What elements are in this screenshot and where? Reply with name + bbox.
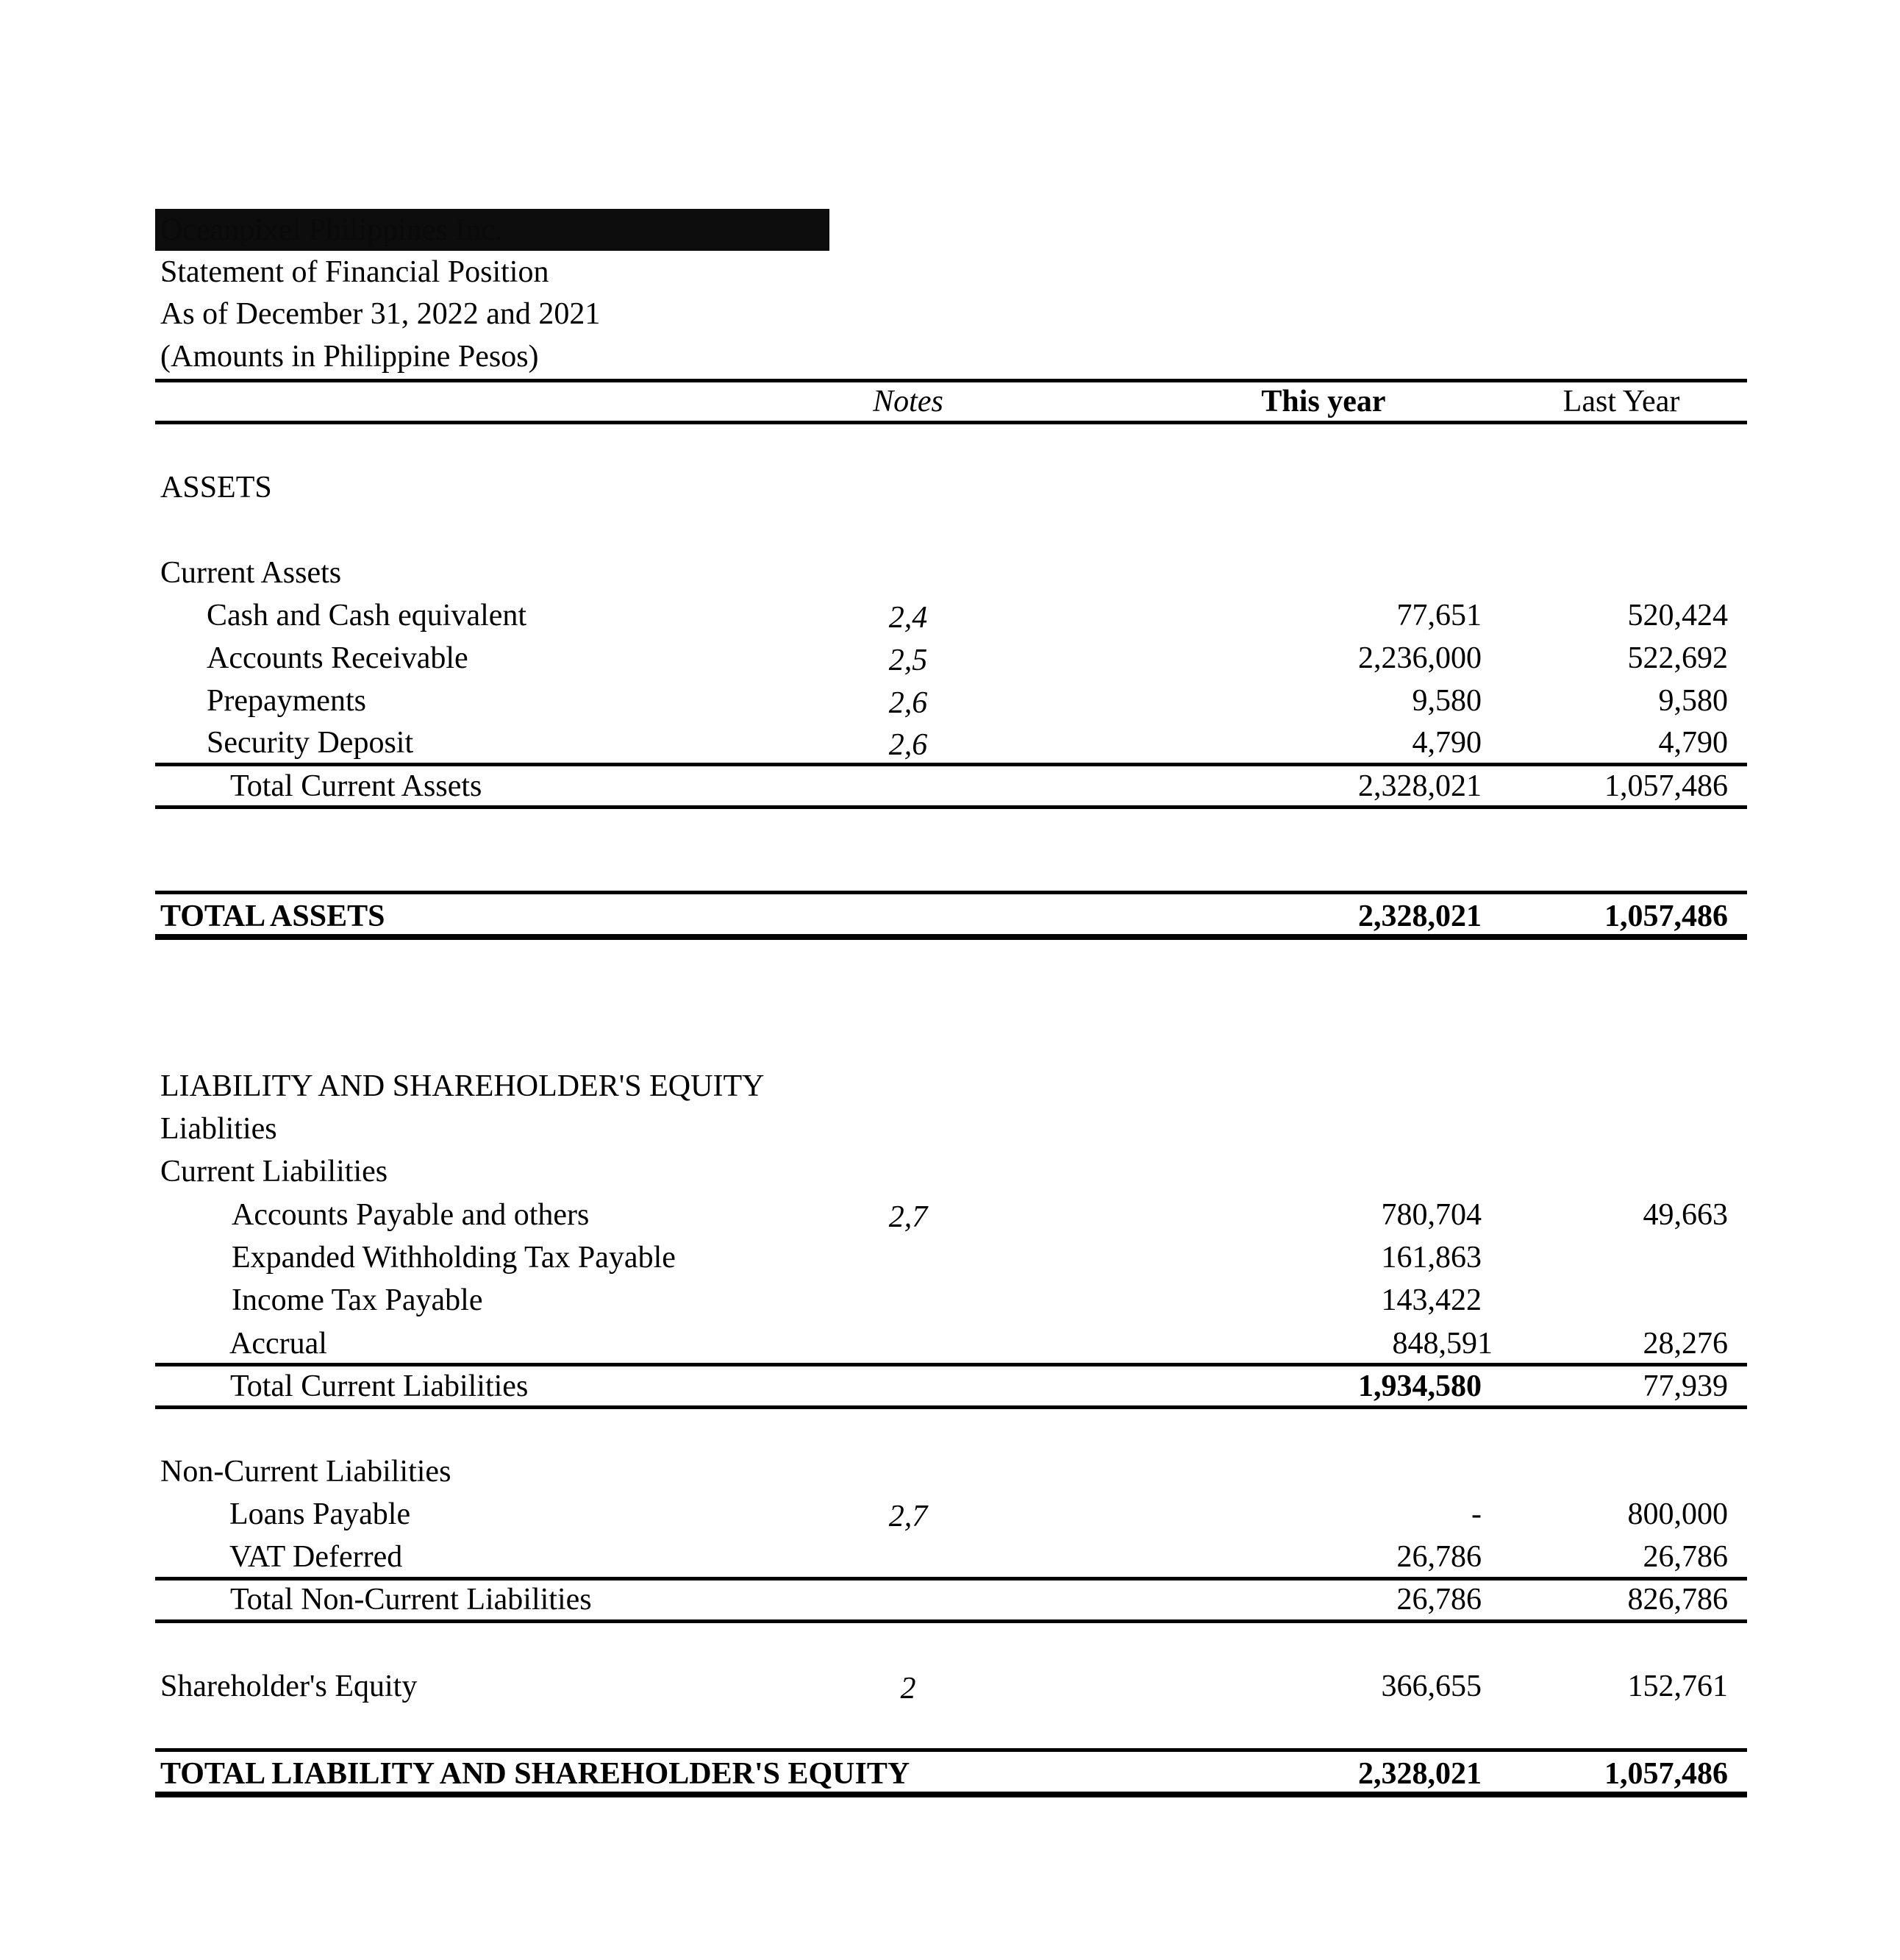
subtotal-bottom-rule: [155, 805, 1747, 809]
grand-total-bottom-rule: [155, 1792, 1747, 1797]
row-notes: 2,6: [888, 686, 928, 720]
row-this-year: 2,328,021: [1358, 899, 1482, 933]
row-this-year: 77,651: [1396, 599, 1482, 632]
row-last-year: 1,057,486: [1604, 1757, 1728, 1791]
row-last-year: 77,939: [1643, 1369, 1728, 1403]
column-header-last-year: Last Year: [1562, 385, 1680, 418]
row-notes: 2: [900, 1672, 916, 1706]
current-assets-heading: Current Assets: [160, 556, 342, 590]
column-header-notes: Notes: [873, 385, 943, 418]
row-last-year: 826,786: [1627, 1583, 1728, 1617]
row-notes: 2,7: [888, 1500, 928, 1533]
row-label: Prepayments: [207, 684, 366, 718]
total-top-rule: [155, 891, 1747, 894]
assets-heading: ASSETS: [160, 471, 272, 505]
statement-title: Statement of Financial Position: [160, 255, 549, 289]
liabilities-equity-heading: LIABILITY AND SHAREHOLDER'S EQUITY: [160, 1069, 765, 1103]
statement-period: As of December 31, 2022 and 2021: [160, 297, 601, 331]
grand-total-top-rule: [155, 1748, 1747, 1752]
row-label: Total Non-Current Liabilities: [230, 1583, 592, 1617]
row-notes: 2,6: [888, 728, 928, 762]
header-bottom-rule: [155, 421, 1747, 424]
row-last-year: 1,057,486: [1604, 899, 1728, 933]
row-last-year: 522,692: [1627, 641, 1728, 675]
row-last-year: 49,663: [1643, 1198, 1728, 1232]
row-notes: 2,7: [888, 1200, 928, 1234]
row-label: Total Current Assets: [230, 769, 482, 803]
liabilities-subheading: Liablities: [160, 1112, 277, 1146]
row-last-year: 520,424: [1627, 599, 1728, 632]
row-this-year: 366,655: [1381, 1669, 1482, 1703]
row-label: Accounts Receivable: [207, 641, 468, 675]
row-this-year: 2,328,021: [1358, 1757, 1482, 1791]
subtotal-rule: [155, 763, 1747, 766]
row-this-year: 848,591: [1392, 1327, 1493, 1361]
row-label: Shareholder's Equity: [160, 1669, 418, 1703]
row-last-year: 152,761: [1627, 1669, 1728, 1703]
row-this-year: 2,328,021: [1358, 769, 1482, 803]
row-notes: 2,4: [888, 601, 928, 635]
currency-note: (Amounts in Philippine Pesos): [160, 340, 539, 374]
row-label: VAT Deferred: [229, 1540, 403, 1574]
row-this-year: 1,934,580: [1358, 1369, 1482, 1403]
row-label: Accrual: [229, 1327, 327, 1361]
row-last-year: 800,000: [1627, 1497, 1728, 1531]
row-this-year: 9,580: [1412, 684, 1482, 718]
row-label: Cash and Cash equivalent: [207, 599, 527, 632]
row-label: Accounts Payable and others: [232, 1198, 590, 1232]
row-last-year: 9,580: [1658, 684, 1728, 718]
row-notes: 2,5: [888, 644, 928, 677]
row-label: Loans Payable: [229, 1497, 411, 1531]
row-this-year: 161,863: [1381, 1241, 1482, 1275]
row-last-year: 1,057,486: [1604, 769, 1728, 803]
column-header-this-year: This year: [1261, 385, 1386, 418]
row-this-year: 780,704: [1381, 1198, 1482, 1232]
subtotal-rule: [155, 1577, 1747, 1581]
row-label: TOTAL LIABILITY AND SHAREHOLDER'S EQUITY: [160, 1757, 910, 1791]
row-this-year: 2,236,000: [1358, 641, 1482, 675]
row-label: Income Tax Payable: [232, 1283, 483, 1317]
row-label: Security Deposit: [207, 726, 414, 760]
current-liabilities-heading: Current Liabilities: [160, 1155, 388, 1189]
row-this-year: 26,786: [1396, 1583, 1482, 1617]
noncurrent-liabilities-heading: Non-Current Liabilities: [160, 1455, 451, 1489]
company-name: Oceanpixel Philippines Inc.: [160, 213, 503, 247]
row-last-year: 26,786: [1643, 1540, 1728, 1574]
row-last-year: 28,276: [1643, 1327, 1728, 1361]
row-label: TOTAL ASSETS: [160, 899, 385, 933]
row-label: Expanded Withholding Tax Payable: [232, 1241, 676, 1275]
header-top-rule: [155, 379, 1747, 382]
row-this-year: 26,786: [1396, 1540, 1482, 1574]
total-bottom-rule: [155, 934, 1747, 940]
subtotal-rule: [155, 1363, 1747, 1366]
subtotal-bottom-rule: [155, 1619, 1747, 1623]
row-last-year: 4,790: [1658, 726, 1728, 760]
subtotal-bottom-rule: [155, 1405, 1747, 1409]
row-this-year: 143,422: [1381, 1283, 1482, 1317]
row-this-year: -: [1471, 1497, 1482, 1531]
row-this-year: 4,790: [1412, 726, 1482, 760]
row-label: Total Current Liabilities: [230, 1369, 529, 1403]
